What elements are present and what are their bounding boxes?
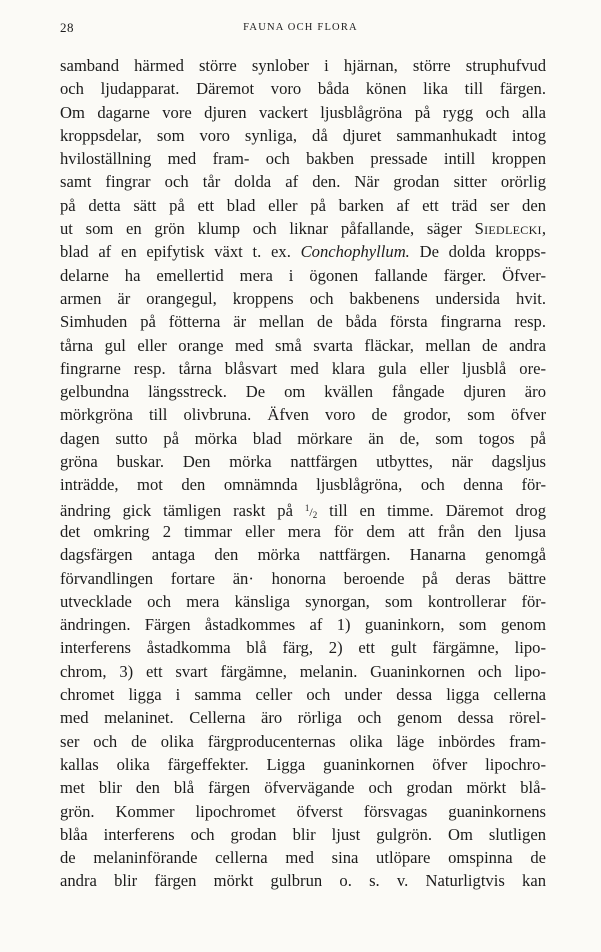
- line-text: inträdde, mot den omnämnda ljusblågröna, och denna för-: [60, 475, 546, 495]
- page-number: 28: [60, 20, 74, 35]
- text-line: [60, 217, 546, 240]
- text-line: [60, 334, 546, 357]
- text-line: [60, 776, 546, 799]
- line-text: grön. Kommer lipochromet öfverst försvagas guaninkornens: [60, 801, 546, 821]
- text-line: [60, 264, 546, 287]
- line-text: samband härmed större synlober i hjärnan, större struphufvud: [60, 56, 546, 75]
- text-line: [60, 77, 546, 100]
- text-line: [60, 730, 546, 753]
- line-text-end: De dolda kropps-: [409, 242, 546, 262]
- text-line: [60, 450, 546, 473]
- text-line: [60, 287, 546, 310]
- text-line: [60, 357, 546, 380]
- text-line: [60, 567, 546, 590]
- line-text: med melaninet. Cellerna äro rörliga och genom dessa rörel-: [60, 708, 546, 728]
- line-text: ändringen. Färgen åstadkommes af 1) guaninkorn, som genom: [60, 615, 546, 635]
- line-text: och ljudapparat. Däremot voro båda könen lika till färgen.: [60, 79, 546, 99]
- text-line: [60, 846, 546, 869]
- text-line: [60, 497, 546, 520]
- line-text: de melaninförande cellerna med sina utlöpare omspinna de: [60, 848, 546, 868]
- author-name: Siedlecki: [474, 219, 542, 239]
- line-text: tårna gul eller orange med små svarta fläckar, mellan de andra: [60, 335, 546, 355]
- line-text-end: ,: [541, 219, 546, 239]
- page-header: [60, 20, 541, 38]
- line-text: delarne ha emellertid mera i ögonen fallande färger. Öfver-: [60, 265, 546, 285]
- line-text: chrom, 3) ett svart färgämne, melanin. Guaninkornen och lipo-: [60, 661, 546, 681]
- line-text: chromet ligga i samma celler och under dessa ligga cellerna: [60, 685, 546, 705]
- text-line: [60, 473, 546, 496]
- line-text: ut som en grön klump och liknar påfallande, säger: [60, 219, 475, 239]
- line-text: gröna buskar. Den mörka nattfärgen utbyttes, när dagsljus: [60, 452, 546, 472]
- line-text: andra blir färgen mörkt gulbrun o. s. v. Naturligtvis kan: [60, 871, 546, 891]
- text-line: [60, 869, 546, 892]
- line-text: fingrarne resp. tårna blåsvart med klara gula eller ljusblå ore-: [60, 358, 546, 378]
- text-line: [60, 543, 546, 566]
- line-text: ser och de olika färgproducenternas olika läge inbördes fram-: [60, 731, 546, 751]
- text-line: [60, 194, 546, 217]
- text-line: [60, 54, 546, 77]
- text-line: [60, 706, 546, 729]
- text-line: [60, 240, 546, 263]
- line-text: met blir den blå färgen öfvervägande och grodan mörkt blå-: [60, 778, 546, 798]
- line-text: mörkgröna till olivbruna. Äfven voro de grodor, som öfver: [60, 405, 546, 425]
- line-text: Simhuden på fötterna är mellan de båda första fingrarna resp.: [60, 312, 546, 332]
- text-line: [60, 427, 546, 450]
- text-line: [60, 683, 546, 706]
- text-line: [60, 170, 546, 193]
- line-text: utvecklade och mera känsliga synorgan, som kontrollerar för-: [60, 591, 546, 611]
- line-text: samt fingrar och tår dolda af den. När grodan sitter orörlig: [60, 172, 546, 192]
- line-text: gelbundna längsstreck. De om kvällen fångade djuren äro: [60, 382, 546, 402]
- line-text: förvandlingen fortare än· honorna beroende på deras bättre: [60, 568, 546, 588]
- text-line: [60, 520, 546, 543]
- genus-name: Conchophyllum.: [300, 242, 410, 262]
- line-text: dagsfärgen antaga den mörka nattfärgen. Hanarna genomgå: [60, 545, 546, 565]
- text-line: [60, 590, 546, 613]
- text-line: [60, 403, 546, 426]
- text-line: [60, 636, 546, 659]
- fraction-slash: /: [309, 504, 313, 519]
- running-title: FAUNA OCH FLORA: [243, 22, 358, 33]
- line-text: ändring gick tämligen raskt på: [60, 500, 305, 520]
- fraction-denominator: 2: [312, 509, 318, 520]
- text-line: [60, 147, 546, 170]
- fraction-numerator: 1: [304, 502, 310, 513]
- line-text: armen är orangegul, kroppens och bakbenens undersida hvit.: [60, 288, 546, 308]
- text-line: [60, 613, 546, 636]
- line-text-end: till en timme. Däremot drog: [317, 500, 546, 520]
- line-text: kallas olika färgeffekter. Ligga guaninkornen öfver lipochro-: [60, 754, 546, 774]
- text-line: [60, 823, 546, 846]
- text-line: [60, 124, 546, 147]
- line-text: Om dagarne vore djuren vackert ljusblågröna på rygg och alla: [60, 102, 546, 122]
- fraction: [304, 502, 318, 520]
- text-line: [60, 380, 546, 403]
- line-text: interferens åstadkomma blå färg, 2) ett gult färgämne, lipo-: [60, 638, 546, 658]
- text-line: [60, 310, 546, 333]
- text-line: [60, 800, 546, 823]
- line-text: dagen sutto på mörka blad mörkare än de, som togos på: [60, 428, 546, 448]
- line-text: blad af en epifytisk växt t. ex.: [60, 242, 301, 262]
- text-line: [60, 753, 546, 776]
- text-line: [60, 101, 546, 124]
- text-line: [60, 660, 546, 683]
- line-text: blåa interferens och grodan blir ljust gulgrön. Om slutligen: [60, 824, 546, 844]
- line-text: på detta sätt på ett blad eller på barken af ett träd ser den: [60, 195, 546, 215]
- body-text: [60, 54, 546, 893]
- line-text: det omkring 2 timmar eller mera för dem att från den ljusa: [60, 521, 546, 541]
- line-text: kroppsdelar, som voro synliga, då djuret sammanhukadt intog: [60, 125, 546, 145]
- line-text: hviloställning med fram- och bakben pressade intill kroppen: [60, 149, 546, 169]
